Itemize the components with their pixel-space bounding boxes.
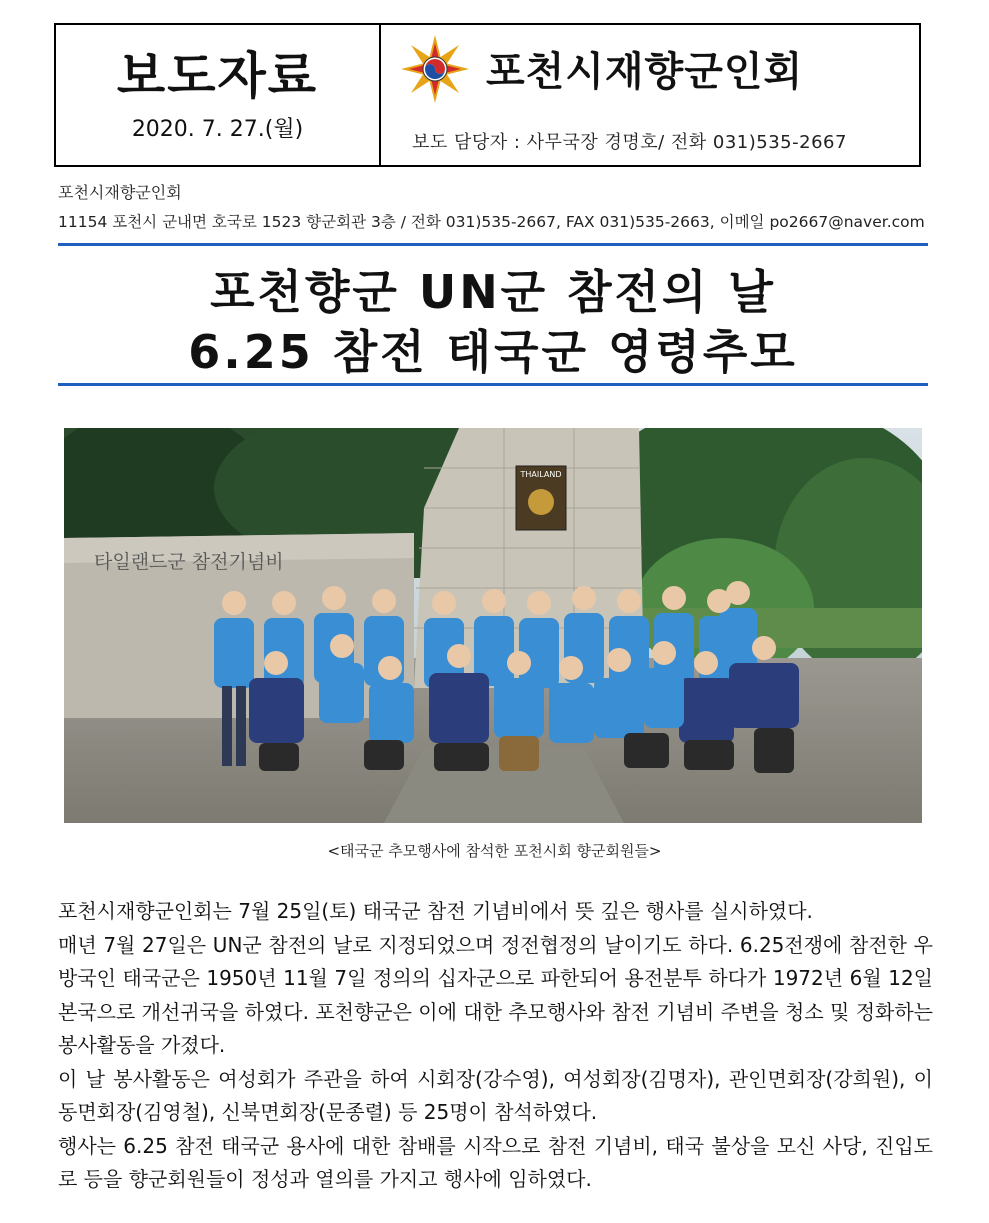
paragraph: 매년 7월 27일은 UN군 참전의 날로 지정되었으며 정전협정의 날이기도 하다. 6.25전쟁에 참전한 우방국인 태국군은 1950년 11월 7일 정의의 십자군으로 파한되어 용전분투 하다가 1972년 6월 12일 본국으로 개선귀국을 하였다. 포천향군은 이에 대한 추모행사와 참전 기념비 주변을 청소 및 정화하는 봉사활동을 가졌다. [58,932,933,1057]
thailand-plaque-text: THAILAND [520,470,562,479]
paragraph: 이 날 봉사활동은 여성회가 주관을 하여 시회장(강수영), 여성회장(김명자), 관인면회장(강희원), 이동면회장(김영철), 신북면회장(문종렬) 등 25명이 참석하였다. [58,1066,933,1124]
paragraph: 행사는 6.25 참전 태국군 용사에 대한 참배를 시작으로 참전 기념비, 태국 불상을 모신 사당, 진입도로 등을 향군회원들이 정성과 열의를 가지고 행사에 임하였다. [58,1133,933,1191]
paragraph: 포천시재향군인회는 7월 25일(토) 태국군 참전 기념비에서 뜻 깊은 행사를 실시하였다. [58,899,813,923]
veterans-emblem-icon [400,34,470,104]
press-contact: 보도 담당자 : 사무국장 경명호/ 전화 031)535-2667 [412,132,847,153]
header-divider [379,23,381,167]
headline-line-2: 6.25 참전 태국군 영령추모 [188,325,798,379]
org-name-small: 포천시재향군인회 [58,183,182,202]
release-date: 2020. 7. 27.(월) [131,117,304,142]
article-body [58,895,933,1197]
monument-inscription: 타일랜드군 참전기념비 [94,551,284,573]
headline-line-1: 포천향군 UN군 참전의 날 [210,265,776,319]
event-photo [64,428,922,823]
press-release-title: 보도자료 [116,47,319,105]
organization-name: 포천시재향군인회 [486,49,804,95]
bottom-rule [58,383,928,386]
org-address: 11154 포천시 군내면 호국로 1523 향군회관 3층 / 전화 031)535-2667, FAX 031)535-2663, 이메일 po2667@naver.com [58,213,925,231]
photo-caption: <태국군 추모행사에 참석한 포천시회 향군회원들> [327,842,662,860]
top-rule [58,243,928,246]
